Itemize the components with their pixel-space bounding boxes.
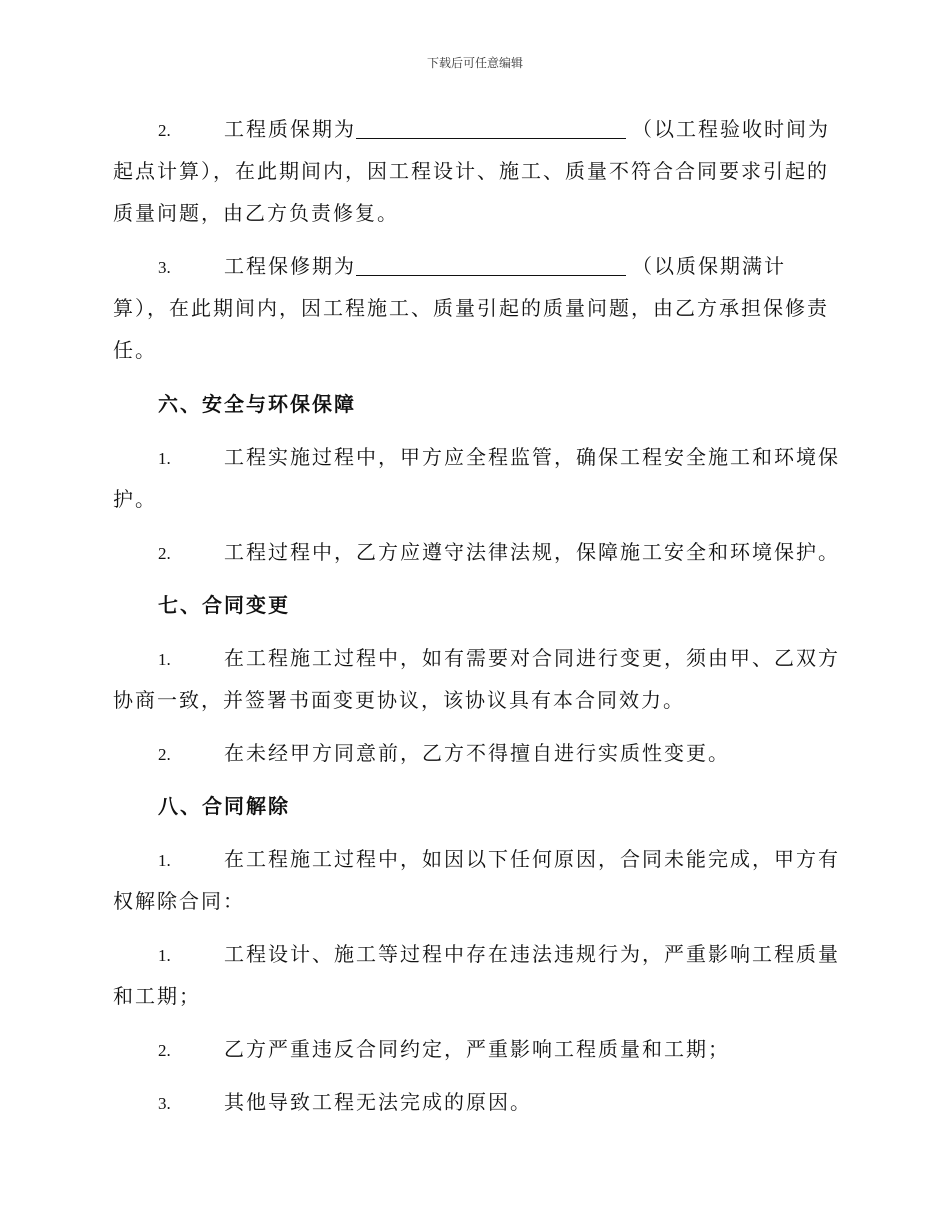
paragraph-line (113, 108, 833, 150)
paragraph-text: （以质保期满计 (632, 254, 786, 278)
paragraph-line (113, 1081, 833, 1123)
paragraph-text: 在工程施工过程中，如有需要对合同进行变更，须由甲、乙双方 (224, 646, 840, 670)
paragraph-line (113, 531, 840, 573)
paragraph-line: 起点计算），在此期间内，因工程设计、施工、质量不符合合同要求引起的 (113, 159, 829, 183)
section-heading: 六、安全与环保保障 (158, 392, 356, 416)
item-number: 3. (158, 1094, 171, 1113)
paragraph-line: 权解除合同： (113, 889, 245, 913)
section-heading: 七、合同变更 (158, 593, 290, 617)
paragraph-line (113, 838, 840, 880)
paragraph-text: 工程实施过程中，甲方应全程监管，确保工程安全施工和环境保 (224, 445, 840, 469)
document-body (113, 108, 840, 1123)
page-header: 下载后可任意编辑 (426, 56, 523, 70)
paragraph-text: 工程设计、施工等过程中存在违法违规行为，严重影响工程质量 (224, 942, 840, 966)
item-number: 1. (158, 650, 171, 669)
paragraph-line: 护。 (113, 487, 157, 511)
paragraph-line: 任。 (113, 338, 157, 362)
paragraph-line (113, 732, 833, 774)
paragraph-text: 其他导致工程无法完成的原因。 (224, 1090, 532, 1114)
paragraph-line (113, 637, 840, 679)
paragraph-text: 在工程施工过程中，如因以下任何原因，合同未能完成，甲方有 (224, 847, 840, 871)
item-number: 2. (158, 1041, 171, 1060)
paragraph-line: 质量问题，由乙方负责修复。 (113, 201, 399, 225)
item-number: 3. (158, 258, 171, 277)
section-heading: 八、合同解除 (158, 794, 290, 818)
paragraph-text: （以工程验收时间为 (632, 117, 830, 141)
paragraph-line (113, 245, 833, 287)
paragraph-text: 在未经甲方同意前，乙方不得擅自进行实质性变更。 (224, 741, 730, 765)
item-number: 1. (158, 449, 171, 468)
paragraph-text: 乙方严重违反合同约定，严重影响工程质量和工期； (224, 1037, 730, 1061)
item-number: 1. (158, 851, 171, 870)
blank-field-repair-period[interactable] (356, 251, 626, 276)
paragraph-line (113, 436, 840, 478)
paragraph-line (113, 933, 840, 975)
paragraph-line: 算），在此期间内，因工程施工、质量引起的质量问题，由乙方承担保修责 (113, 296, 829, 320)
paragraph-line: 和工期； (113, 984, 201, 1008)
item-number: 2. (158, 745, 171, 764)
item-number: 2. (158, 121, 171, 140)
paragraph-line: 协商一致，并签署书面变更协议，该协议具有本合同效力。 (113, 688, 685, 712)
item-number: 2. (158, 544, 171, 563)
paragraph-text: 工程质保期为 (224, 117, 356, 141)
blank-field-warranty-period[interactable] (356, 114, 626, 139)
paragraph-text: 工程过程中，乙方应遵守法律法规，保障施工安全和环境保护。 (224, 540, 840, 564)
item-number: 1. (158, 946, 171, 965)
paragraph-line (113, 1028, 833, 1070)
paragraph-text: 工程保修期为 (224, 254, 356, 278)
